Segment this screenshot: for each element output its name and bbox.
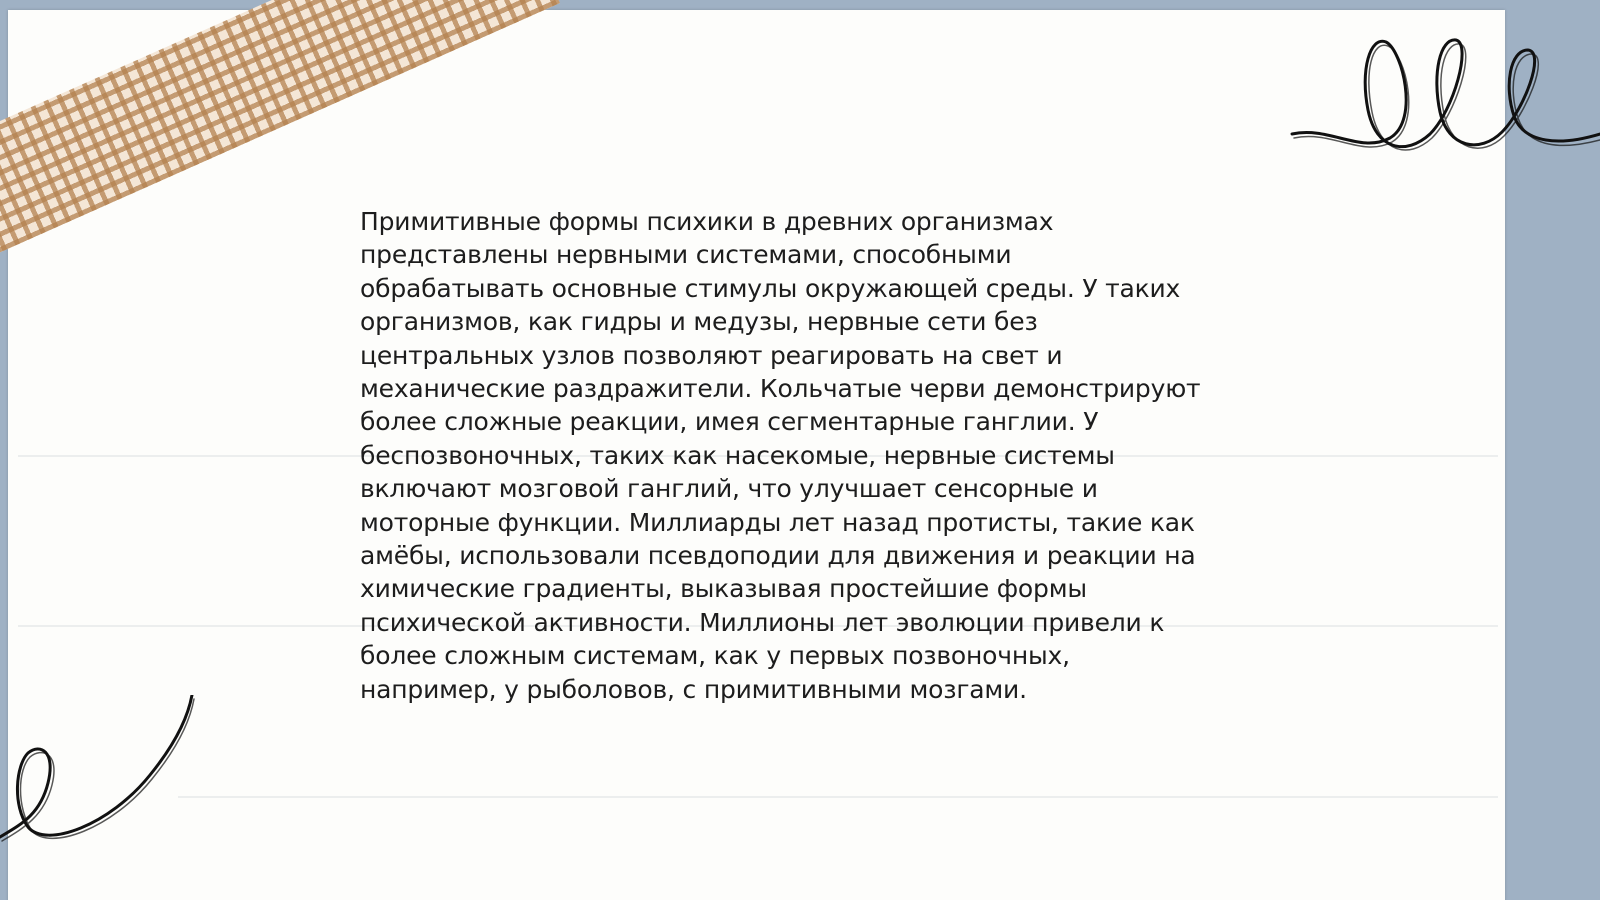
ruled-line: [178, 796, 1498, 798]
loop-scribble-bottom-left-icon: [0, 695, 200, 845]
body-text: Примитивные формы психики в древних организмах представлены нервными системами, способными обрабатывать основные стимулы окружающей среды. У таких организмов, как гидры и медузы, нервные сети без центральных узлов позволяют реагировать на свет и механические раздражители. Кольчатые черви демонстрируют более сложные реакции, имея сегментарные ганглии. У беспозвоночных, таких как насекомые, нервные системы включают мозговой ганглий, что улучшает сенсорные и моторные функции. Миллиарды лет назад протисты, такие как амёбы, использовали псевдоподии для движения и реакции на химические градиенты, выказывая простейшие формы психической активности. Миллионы лет эволюции привели к более сложным системам, как у первых позвоночных, например, у рыболовов, с примитивными мозгами.: [360, 207, 1201, 704]
loop-scribble-top-right-icon: [1290, 30, 1600, 160]
